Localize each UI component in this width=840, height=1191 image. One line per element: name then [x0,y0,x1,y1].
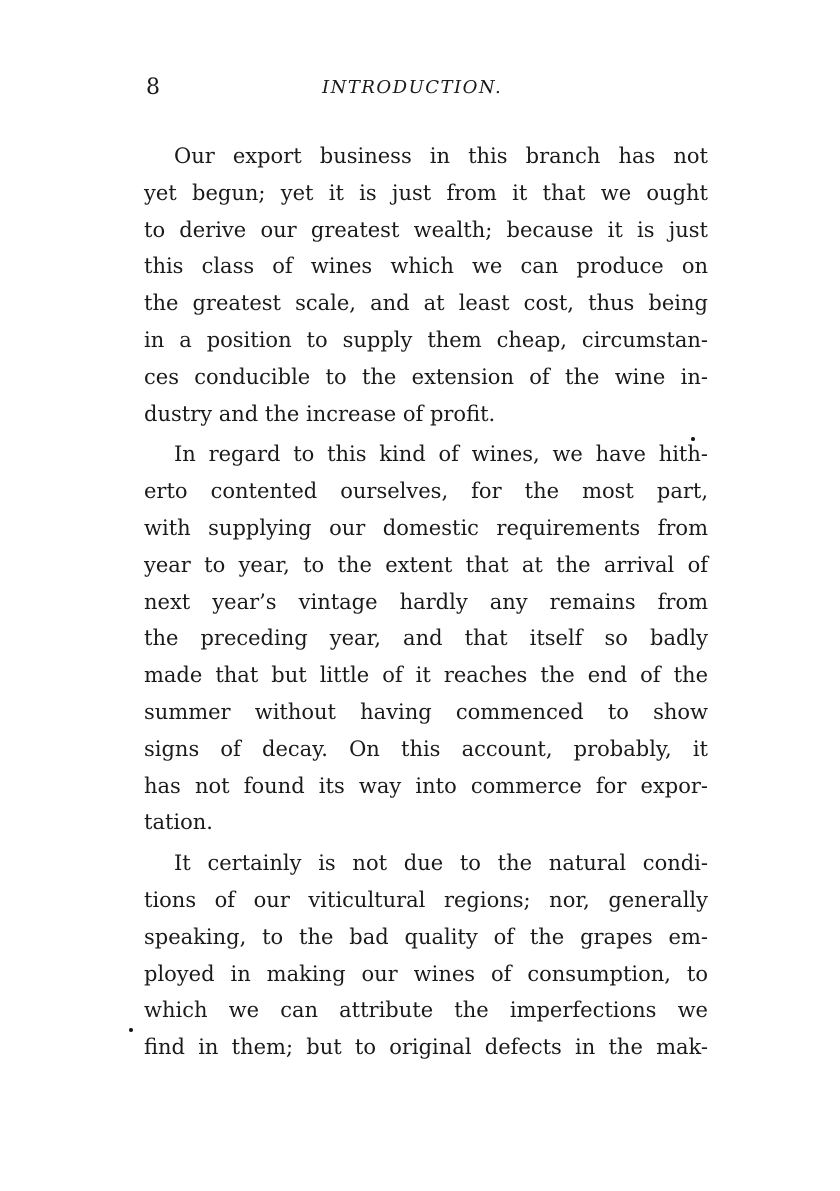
text-line: tions of our viticultural regions; nor, generally [144,887,708,912]
text-line: Our export business in this branch has not [174,144,708,168]
text-line: which we can attribute the imperfections we [144,998,708,1023]
text-line: dustry and the increase of profit. [144,401,496,426]
text-line: summer without having commenced to show [144,699,708,724]
text-line: find in them; but to original defects in the mak- [144,1035,708,1060]
page-number: 8 [146,75,160,100]
text-line: In regard to this kind of wines, we have hith- [174,442,708,467]
text-line: in a position to supply them cheap, circumstan- [144,327,708,352]
text-line: with supplying our domestic requirements from [144,515,708,540]
paragraph [144,138,708,432]
text-line: ployed in making our wines of consumption, to [144,961,708,986]
text-line: to derive our greatest wealth; because it is just [144,217,708,242]
text-line: ces conducible to the extension of the wine in- [144,364,708,389]
text-line: year to year, to the extent that at the arrival of [144,552,708,577]
text-line: tation. [144,810,213,835]
text-line: erto contented ourselves, for the most part, [144,479,708,504]
print-speck [129,1028,133,1032]
text-line: has not found its way into commerce for expor- [144,773,708,798]
print-speck [691,437,695,441]
text-line: this class of wines which we can produce on [144,254,708,279]
text-line: made that but little of it reaches the end of the [144,663,708,688]
text-line: the greatest scale, and at least cost, thus being [144,291,708,316]
body-text [144,138,708,1066]
text-line: It certainly is not due to the natural condi- [174,851,708,876]
paragraph [144,845,708,1066]
page-header [146,70,706,106]
text-line: next year’s vintage hardly any remains from [144,589,708,614]
text-line: signs of decay. On this account, probably, it [144,736,708,761]
paragraph [144,436,708,841]
text-line: the preceding year, and that itself so badly [144,626,708,651]
running-title: INTRODUCTION. [322,77,503,98]
text-line: speaking, to the bad quality of the grapes em- [144,924,708,949]
text-line: yet begun; yet it is just from it that we ought [144,180,708,205]
